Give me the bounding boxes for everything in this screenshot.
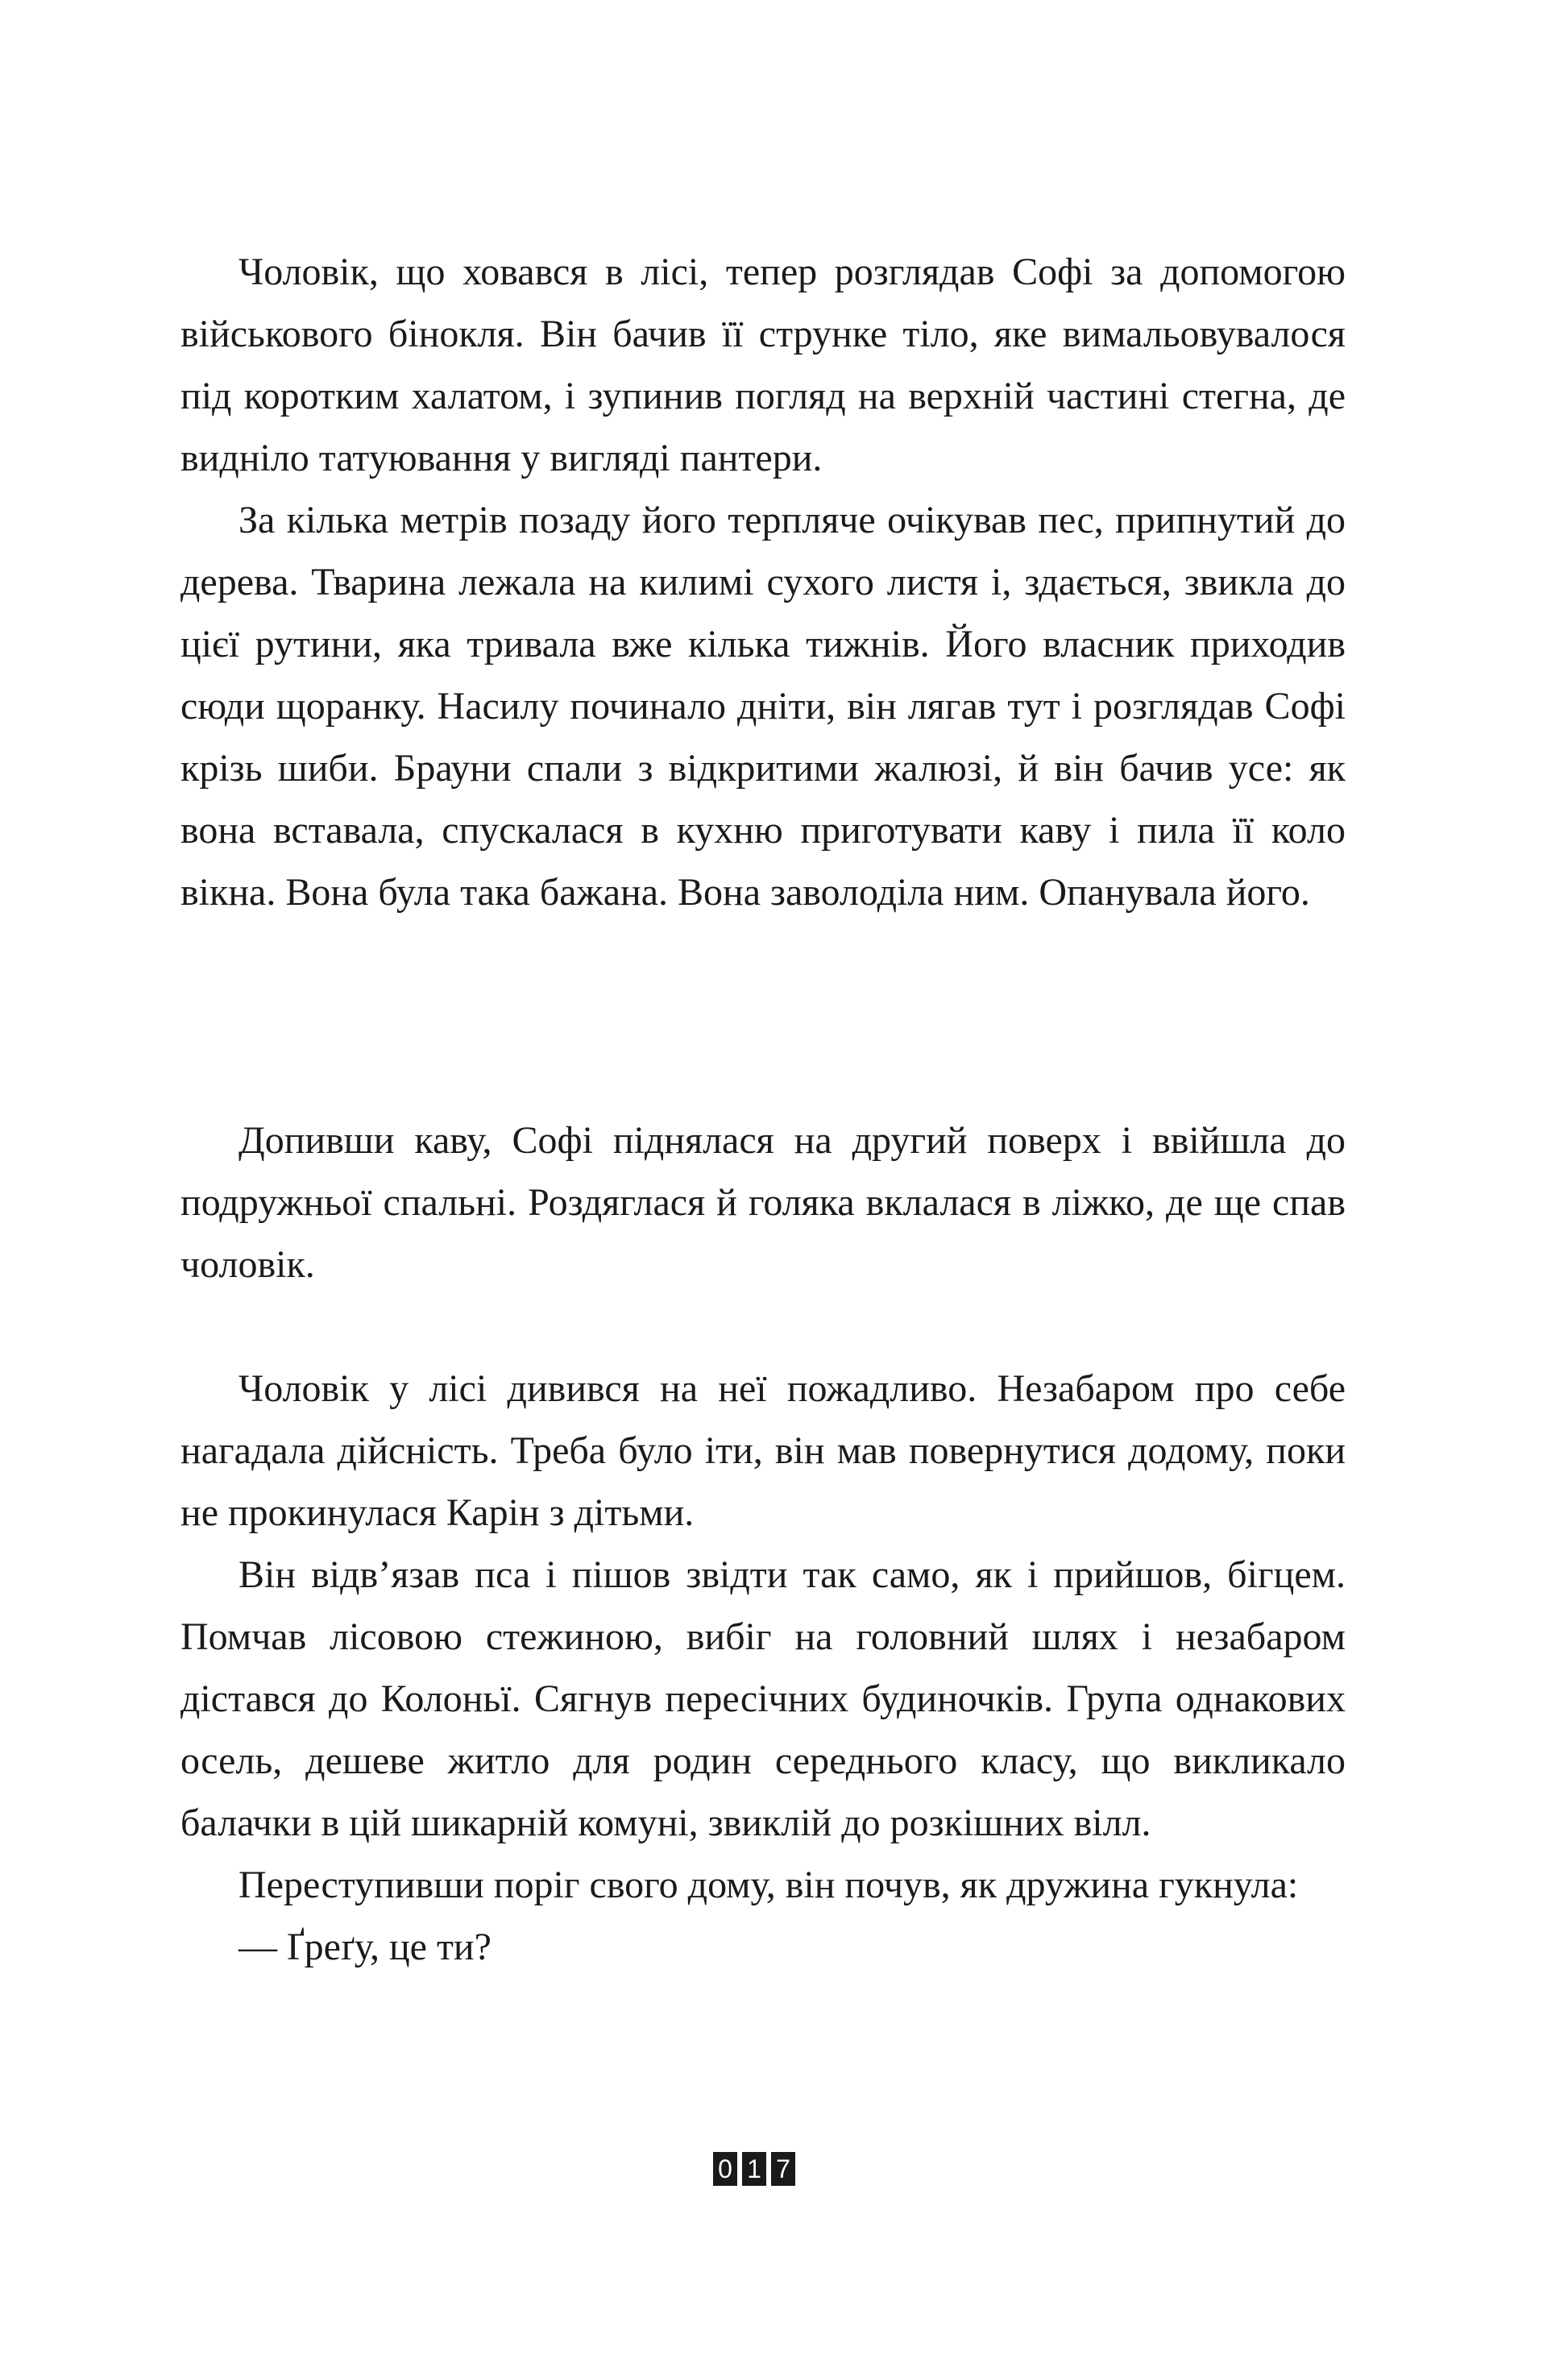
text-section-3 [180,1358,1346,1978]
paragraph: Чоловік, що ховався в лісі, тепер розглядав Софі за допомогою військового бінокля. Він бачив її струнке тіло, яке вимальовувалося під коротким халатом, і зупинив погляд на верхній частині стегна, де видніло татуювання у вигляді пантери. [180,251,1346,479]
paragraph: За кілька метрів позаду його терпляче очікував пес, припнутий до дерева. Тварина лежала на килимі сухого листя і, здається, звикла до цієї рутини, яка тривала вже кілька тижнів. Його власник приходив сюди щоранку. Насилу починало дніти, він лягав тут і розглядав Софі крізь шиби. Брауни спали з відкритими жалюзі, й він бачив усе: як вона вставала, спускалася в кухню приготувати каву і пила її коло вікна. Вона була така бажана. Вона заволоділа ним. Опанувала його. [180,499,1346,914]
text-section-2 [180,1109,1346,1296]
paragraph: Допивши каву, Софі піднялася на другий поверх і ввійшла до подружньої спальні. Роздяглася й голяка вклалася в ліжко, де ще спав чоловік. [180,1119,1346,1286]
text-section-1 [180,241,1346,923]
page-number-digit: 1 [742,2152,766,2186]
paragraph: Переступивши поріг свого дому, він почув, як дружина гукнула: [238,1864,1299,1906]
paragraph: Чоловік у лісі дивився на неї пожадливо. Незабаром про себе нагадала дійсність. Треба було іти, він мав повернутися додому, поки не прокинулася Карін з дітьми. [180,1367,1346,1534]
page-number-digit: 7 [771,2152,795,2186]
paragraph: — Ґреґу, це ти? [238,1926,491,1968]
paragraph: Він відв’язав пса і пішов звідти так само, як і прийшов, бігцем. Помчав лісовою стежиною, вибіг на головний шлях і незабаром дістався до Колоньї. Сягнув пересічних будиночків. Група однакових осель, дешеве житло для родин середнього класу, що викликало балачки в цій шикарній комуні, звиклій до розкішних вілл. [180,1553,1346,1844]
page-number [713,2152,795,2186]
page-number-digit: 0 [713,2152,737,2186]
